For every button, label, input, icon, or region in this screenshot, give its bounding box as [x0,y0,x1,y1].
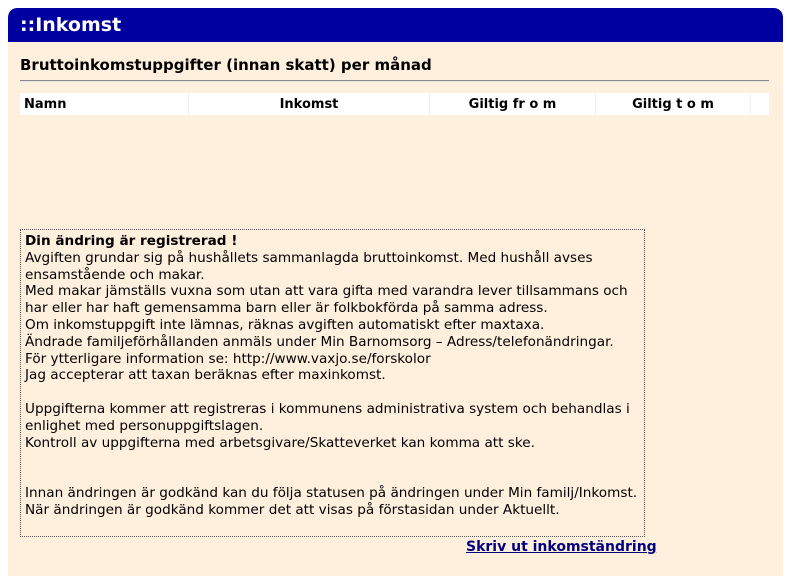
notice-text: Med makar jämställs vuxna som utan att vara gifta med varandra lever tillsammans och har eller har haft gemensamma barn eller är folkbokförda på samma adress. [25,283,628,317]
notice-text: Ändrade familjeförhållanden anmäls under Min Barnomsorg – Adress/telefonändringar. [25,333,614,350]
column-header-name: Namn [20,93,189,115]
column-header-valid-to: Giltig t o m [596,93,751,115]
print-income-change-link[interactable]: Skriv ut inkomständring [466,539,657,555]
column-header-spacer [751,93,769,115]
section-divider [20,80,769,82]
notice-text: Jag accepterar att taxan beräknas efter maxinkomst. [25,367,386,384]
notice-text: Avgiften grundar sig på hushållets sammanlagda bruttoinkomst. Med hushåll avses ensamstående och makar. [25,249,593,283]
income-table-header [20,93,769,115]
panel-header [8,8,783,42]
notice-text: Kontroll av uppgifterna med arbetsgivare/Skatteverket kan komma att ske. [25,434,535,451]
income-panel [8,8,783,576]
confirmation-notice [20,229,645,537]
notice-text: Om inkomstuppgift inte lämnas, räknas avgiften automatiskt efter maxtaxa. [25,316,545,333]
notice-title: Din ändring är registrerad ! [25,233,238,249]
panel-title: ::Inkomst [20,14,122,36]
notice-text: Innan ändringen är godkänd kan du följa statusen på ändringen under Min familj/Inkomst. När ändringen är godkänd kommer det att visas på förstasidan under Aktuellt. [25,484,638,518]
spacer [25,384,640,401]
column-header-income: Inkomst [189,93,430,115]
notice-text: För ytterligare information se: http://www.vaxjo.se/forskolor [25,350,431,367]
notice-text: Uppgifterna kommer att registreras i kommunens administrativa system och behandlas i enlighet med personuppgiftslagen. [25,400,630,434]
section-title: Bruttoinkomstuppgifter (innan skatt) per månad [20,56,432,74]
spacer [25,451,640,485]
column-header-valid-from: Giltig fr o m [430,93,596,115]
